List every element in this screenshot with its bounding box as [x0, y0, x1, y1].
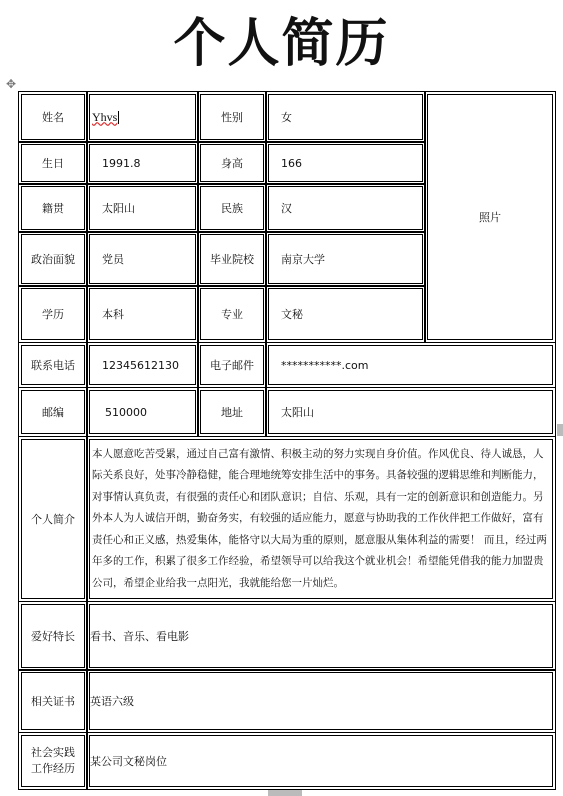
- name-label: 姓名: [21, 94, 85, 140]
- resume-title: 个人简历: [173, 14, 390, 74]
- intro-text[interactable]: 本人愿意吃苦受累，通过自己富有激情、积极主动的努力实现自身价值。作风优良、待人诚恳，人际关系良好，处事冷静稳健，能合理地统筹安排生活中的事务。具备较强的逻辑思维和判断能力，对事情认真负责，有很强的责任心和团队意识；自信、乐观，具有一定的创新意识和创造能力。另外本人为人诚信开朗，勤奋务实，有较强的适应能力，愿意与协助我的工作伙伴把工作做好，富有责任心和正义感，热爱集体，能恪守以大局为重的原则，愿意服从集体利益的需要！ 而且，经过两年多的工作，积累了很多工作经验，希望领导可以给我这个就业机会！希望能凭借我的能力加盟贵公司，希望企业给我一点阳光，我就能给您一片灿烂。: [89, 439, 553, 599]
- birth-label: 生日: [21, 144, 85, 182]
- photo-placeholder[interactable]: 照片: [427, 94, 553, 340]
- birth-value[interactable]: 1991.8: [89, 144, 196, 182]
- hobby-value[interactable]: 看书、音乐、看电影: [89, 604, 553, 668]
- email-label: 电子邮件: [200, 345, 264, 385]
- hobby-label: 爱好特长: [21, 604, 85, 668]
- resize-handle-right[interactable]: [557, 424, 563, 436]
- gender-label: 性别: [200, 94, 264, 140]
- school-label: 毕业院校: [200, 234, 264, 284]
- practice-label-line1: 社会实践: [31, 746, 75, 759]
- resize-handle-bottom[interactable]: [268, 790, 302, 796]
- height-value[interactable]: 166: [268, 144, 423, 182]
- education-label: 学历: [21, 288, 85, 340]
- zip-value[interactable]: 510000: [89, 390, 196, 434]
- education-value[interactable]: 本科: [89, 288, 196, 340]
- gender-value[interactable]: 女: [268, 94, 423, 140]
- cert-value[interactable]: 英语六级: [89, 672, 553, 730]
- political-value[interactable]: 党员: [89, 234, 196, 284]
- intro-label: 个人简介: [21, 439, 85, 599]
- zip-label: 邮编: [21, 390, 85, 434]
- address-value[interactable]: 太阳山: [268, 390, 553, 434]
- name-text[interactable]: Yhvs: [92, 109, 118, 124]
- height-label: 身高: [200, 144, 264, 182]
- address-label: 地址: [200, 390, 264, 434]
- origin-label: 籍贯: [21, 186, 85, 230]
- practice-label: [21, 735, 85, 787]
- table-move-icon[interactable]: ✥: [6, 77, 17, 91]
- phone-label: 联系电话: [21, 345, 85, 385]
- ethnic-label: 民族: [200, 186, 264, 230]
- practice-label-line2: 工作经历: [31, 762, 75, 775]
- origin-value[interactable]: 太阳山: [89, 186, 196, 230]
- email-value[interactable]: ***********.com: [268, 345, 553, 385]
- school-value[interactable]: 南京大学: [268, 234, 423, 284]
- ethnic-value[interactable]: 汉: [268, 186, 423, 230]
- political-label: 政治面貌: [21, 234, 85, 284]
- major-value[interactable]: 文秘: [268, 288, 423, 340]
- practice-value[interactable]: 某公司文秘岗位: [89, 735, 553, 787]
- phone-value[interactable]: 12345612130: [89, 345, 196, 385]
- name-value[interactable]: [89, 94, 196, 140]
- cert-label: 相关证书: [21, 672, 85, 730]
- major-label: 专业: [200, 288, 264, 340]
